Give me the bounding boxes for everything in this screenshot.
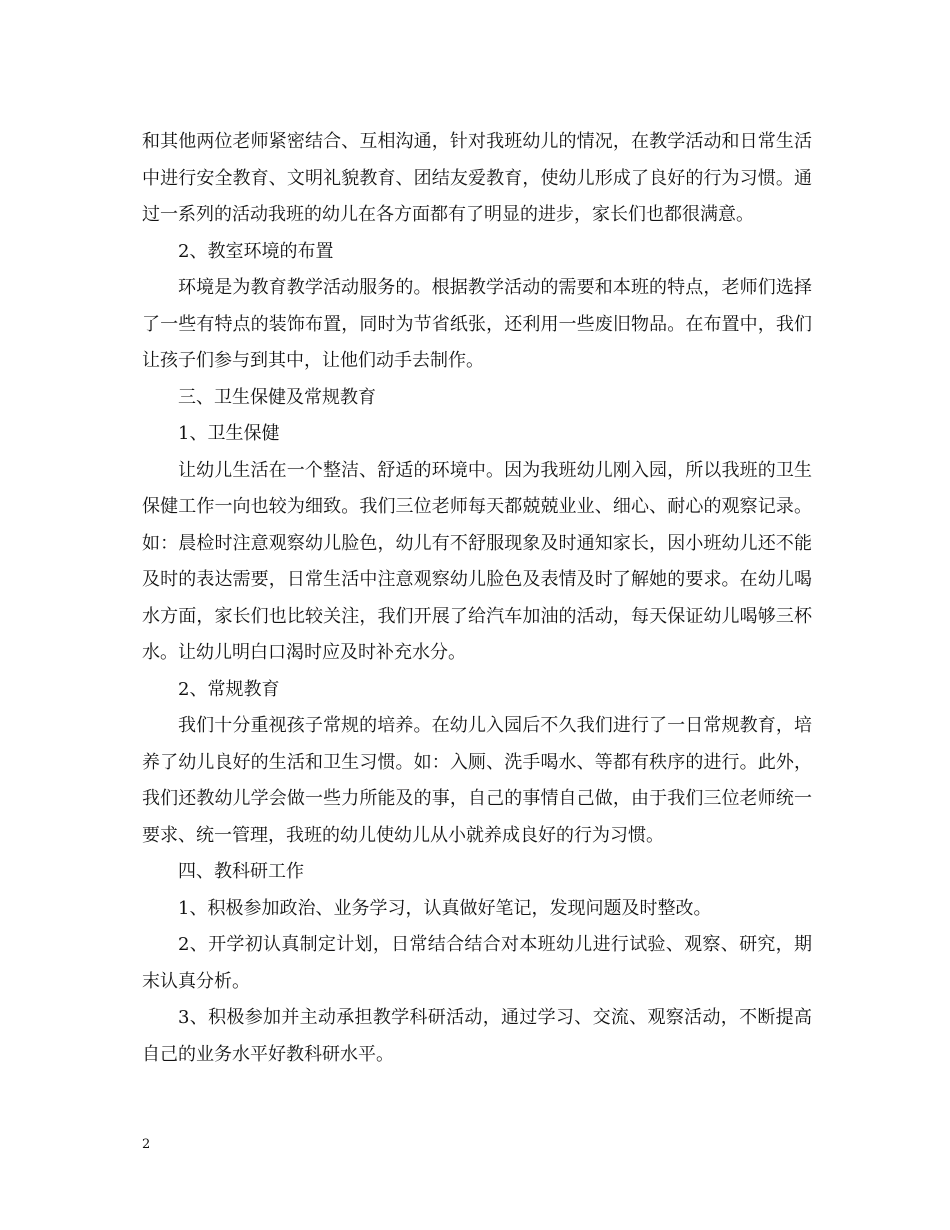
section-teaching-research-heading: 四、教科研工作 xyxy=(178,861,304,882)
section-health-routine-heading: 三、卫生保健及常规教育 xyxy=(178,386,376,408)
page-number: 2 xyxy=(142,1137,151,1152)
subsection-health-care-heading: 1、卫生保健 xyxy=(178,423,280,444)
document-body xyxy=(142,124,812,1073)
paragraph-classroom-environment: 环境是为教育教学活动服务的。根据教学活动的需要和本班的特点，老师们选择了一些有特点的装饰布置，同时为节省纸张，还利用一些废旧物品。在布置中，我们让孩子们参与到其中，让他们动手去制作。 xyxy=(142,277,812,371)
paragraph-class-habits: 和其他两位老师紧密结合、互相沟通，针对我班幼儿的情况，在教学活动和日常生活中进行安全教育、文明礼貌教育、团结友爱教育，使幼儿形成了良好的行为习惯。通过一系列的活动我班的幼儿在各方面都有了明显的进步，家长们也都很满意。 xyxy=(142,131,812,225)
subsection-routine-education-heading: 2、常规教育 xyxy=(178,678,280,700)
paragraph-research-item-2: 2、开学初认真制定计划，日常结合结合对本班幼儿进行试验、观察、研究，期末认真分析。 xyxy=(142,934,812,992)
paragraph-routine-education: 我们十分重视孩子常规的培养。在幼儿入园后不久我们进行了一日常规教育，培养了幼儿良好的生活和卫生习惯。如：入厕、洗手喝水、等都有秩序的进行。此外，我们还教幼儿学会做一些力所能及的事，自己的事情自己做，由于我们三位老师统一要求、统一管理，我班的幼儿使幼儿从小就养成良好的行为习惯。 xyxy=(142,715,812,846)
paragraph-research-item-3: 3、积极参加并主动承担教学科研活动，通过学习、交流、观察活动，不断提高自己的业务水平好教科研水平。 xyxy=(142,1007,812,1065)
paragraph-health-care: 让幼儿生活在一个整洁、舒适的环境中。因为我班幼儿刚入园，所以我班的卫生保健工作一向也较为细致。我们三位老师每天都兢兢业业、细心、耐心的观察记录。如：晨检时注意观察幼儿脸色，幼儿有不舒服现象及时通知家长，因小班幼儿还不能及时的表达需要，日常生活中注意观察幼儿脸色及表情及时了解她的要求。在幼儿喝水方面，家长们也比较关注，我们开展了给汽车加油的活动，每天保证幼儿喝够三杯水。让幼儿明白口渴时应及时补充水分。 xyxy=(142,459,812,663)
section-classroom-environment-heading: 2、教室环境的布置 xyxy=(178,240,334,262)
paragraph-research-item-1: 1、积极参加政治、业务学习，认真做好笔记，发现问题及时整改。 xyxy=(178,897,712,919)
